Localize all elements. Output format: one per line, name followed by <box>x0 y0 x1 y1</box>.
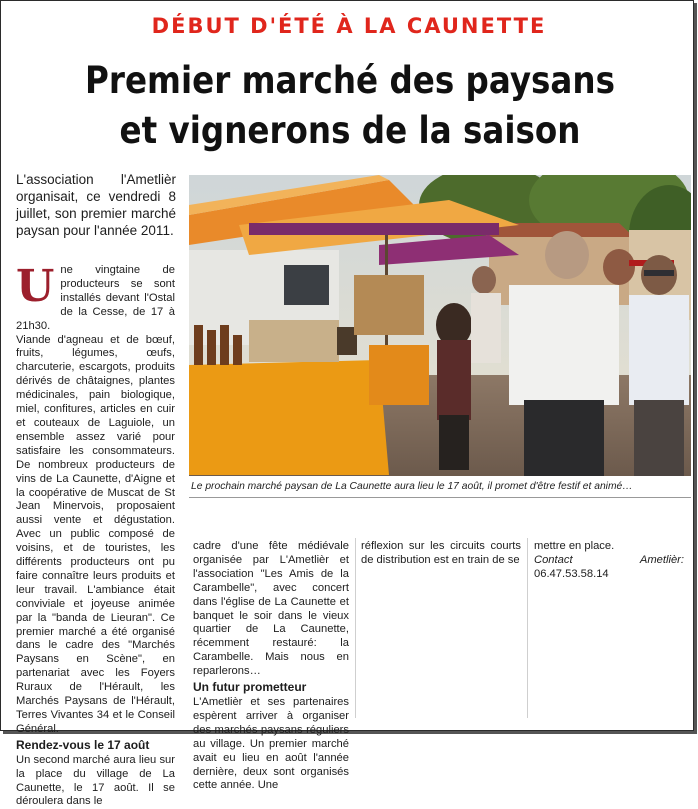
paragraph-2: Viande d'agneau et de bœuf, fruits, légumes, œufs, charcuterie, escargots, produits dérivés de châtaignes, plantes médicinales, pain biologique, miel, confitures, articles en cuir et couteaux de Laguiole, un ensemble assez varié pour satisfaire les consommateurs. De nombreux producteurs de vins de La Caunette, d'Aigne et la coopérative de Muscat de St Jean Minervois, proposaient aussi vente et dégustation. Avec un public composé de voisins, et de touristes, les différents producteurs ont pu faire connaître leurs produits et leur travail. L'ambiance était conviviale et joyeuse animée par la "banda de Lieuran". Ce premier marché a été organisé dans le cadre des "Marchés Paysans en Scène", en partenariat avec les Foyers Ruraux de l'Hérault, les Marchés Paysans de l'Hérault, Terres Vivantes 34 et le Conseil Général. <box>16 333 175 735</box>
photo-caption: Le prochain marché paysan de La Caunette aura lieu le 17 août, il promet d'être festif et animé… <box>191 481 633 492</box>
market-photo <box>189 175 691 476</box>
column-divider <box>527 538 528 718</box>
contact-label: Contact Ametlièr: <box>534 553 684 566</box>
subhead-futur: Un futur prometteur <box>193 680 307 695</box>
paragraph-3: Un second marché aura lieu sur la place du village de La Caunette, le 17 août. Il se déroulera dans le <box>16 753 175 808</box>
paragraph-6: réflexion sur les circuits courts de distribution est en train de se <box>361 540 521 566</box>
subhead-rendez-vous: Rendez-vous le 17 août <box>16 737 150 752</box>
column-4 <box>534 540 684 582</box>
paragraph-4: cadre d'une fête médiévale organisée par L'Ametlièr et l'association "Les Amis de la Carambelle", avec concert dans l'église de La Caunette et banquet le soir dans le vieux quartier de La Caunette, récemment restauré: la Carambelle. Mais nous en reparlerons… <box>193 540 349 678</box>
paragraph-5: L'Ametlièr et ses partenaires espèrent arriver à organiser des marchés paysans réguliers au village. Un premier marché avait eu lieu en août l'année dernière, deux sont organisés cette année. Une <box>193 695 349 792</box>
headline-line-2: et vignerons de la saison <box>119 109 581 152</box>
column-1 <box>16 261 175 809</box>
column-3 <box>361 540 521 568</box>
column-2 <box>193 540 349 793</box>
contact-line <box>534 554 684 582</box>
column-divider <box>355 538 356 718</box>
headline <box>68 56 631 156</box>
caption-divider <box>189 497 691 498</box>
drop-cap: U <box>16 261 55 312</box>
intro-paragraph: L'association l'Ametlièr organisait, ce vendredi 8 juillet, son premier marché paysan pour l'année 2011. <box>16 172 176 238</box>
headline-line-1: Premier marché des paysans <box>85 59 615 102</box>
paragraph-1: ne vingtaine de producteurs se sont installés devant l'Ostal de la Cesse, de 17 à 21h30. <box>16 264 175 332</box>
kicker: DÉBUT D'ÉTÉ À LA CAUNETTE <box>151 14 547 38</box>
contact-phone: 06.47.53.58.14 <box>534 567 609 580</box>
paragraph-7: mettre en place. <box>534 540 615 552</box>
